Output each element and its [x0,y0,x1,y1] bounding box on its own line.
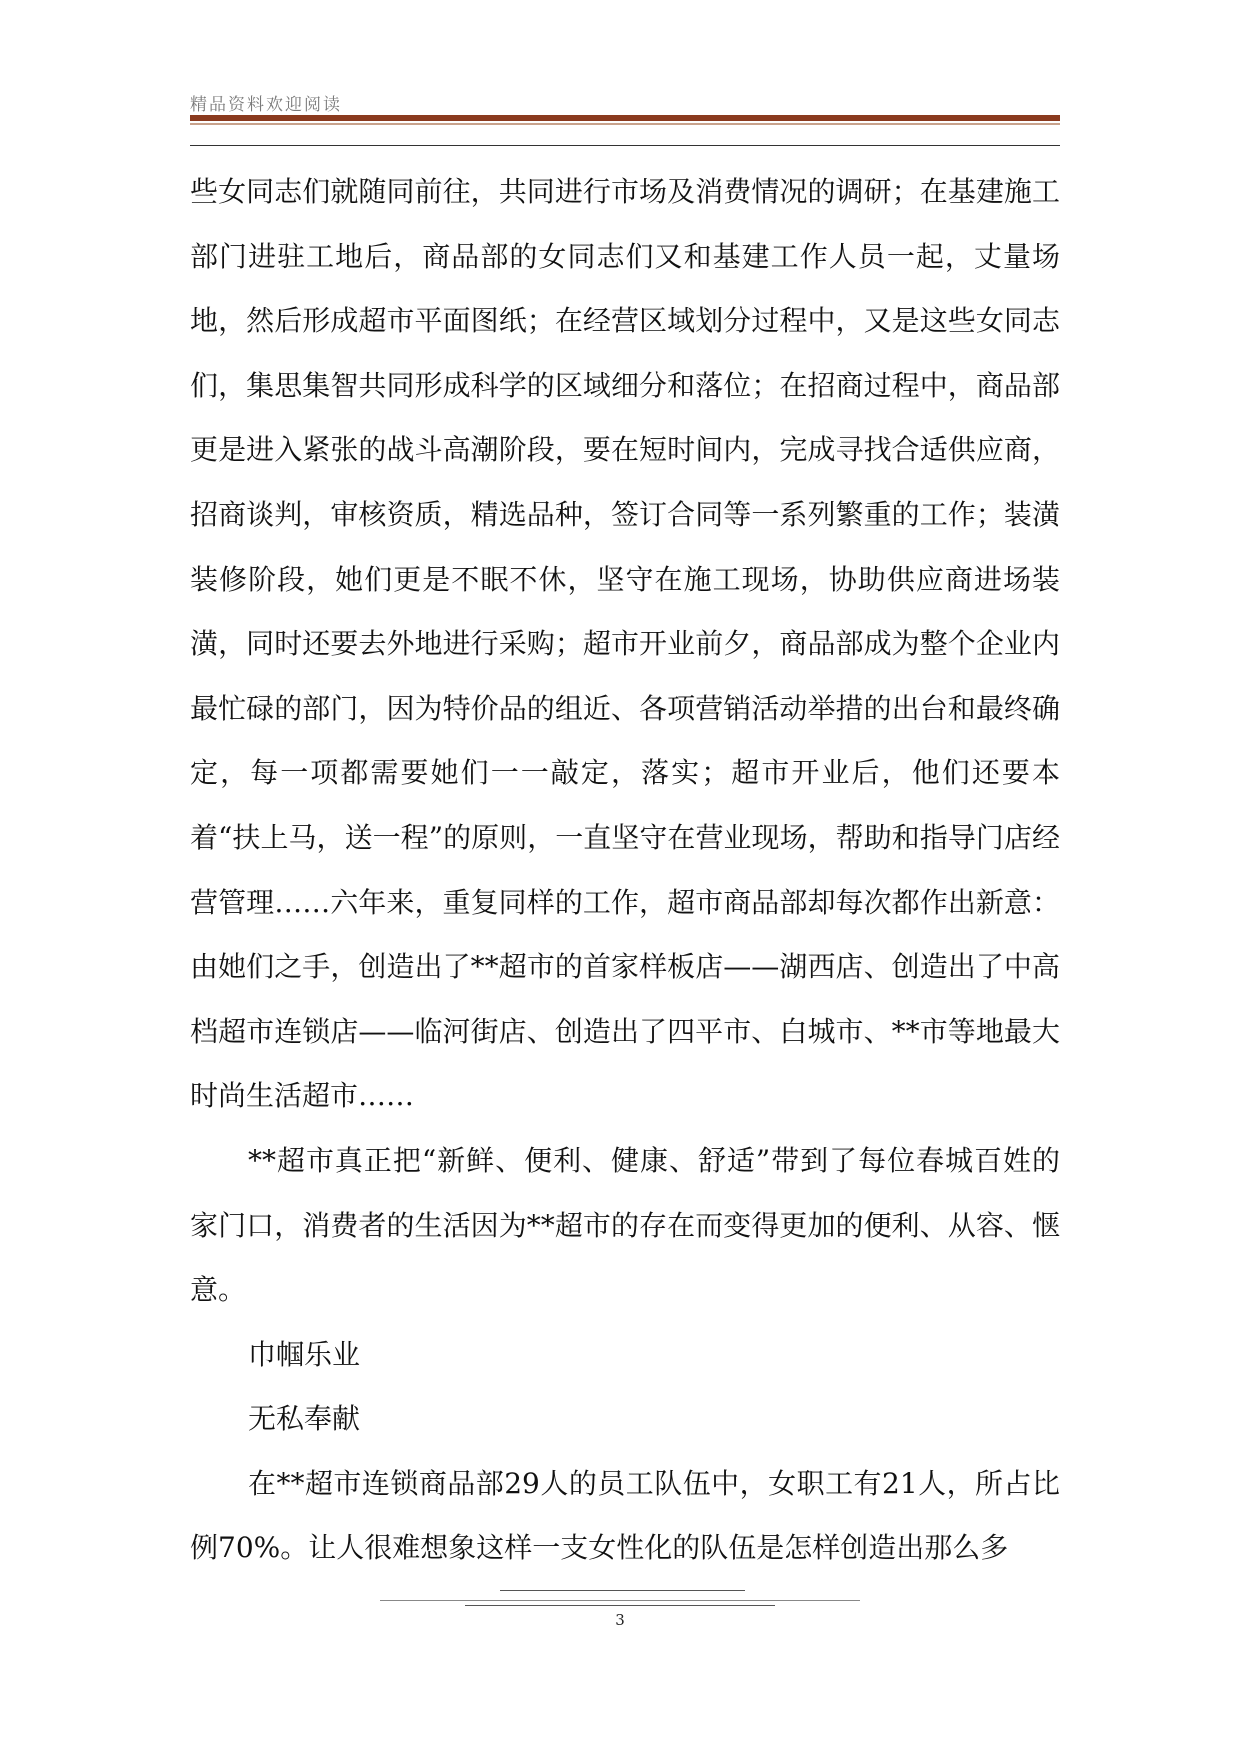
footer-rule-top [500,1590,745,1591]
header-rule-mid [190,123,1060,125]
section-heading-1: 巾帼乐业 [248,1337,361,1371]
paragraph-staff: 在**超市连锁商品部29人的员工队伍中，女职工有21人，所占比例70%。让人很难想象这样一支女性化的队伍是怎样创造出那么多 [190,1466,1060,1565]
header-rule-thin [190,145,1060,146]
footer-rule-bottom [465,1605,775,1606]
page-number: 3 [615,1611,625,1629]
header-title: 精品资料欢迎阅读 [190,95,342,115]
footer-rule-middle [380,1600,860,1601]
section-heading-2: 无私奉献 [248,1402,361,1436]
paragraph-supermarket: **超市真正把“新鲜、便利、健康、舒适”带到了每位春城百姓的家门口，消费者的生活因为**超市的存在而变得更加的便利、从容、惬意。 [190,1143,1060,1307]
document-body [190,160,1060,1581]
paragraph-continuation: 些女同志们就随同前往，共同进行市场及消费情况的调研；在基建施工部门进驻工地后，商品部的女同志们又和基建工作人员一起，丈量场地，然后形成超市平面图纸；在经营区域划分过程中，又是这些女同志们，集思集智共同形成科学的区域细分和落位；在招商过程中，商品部更是进入紧张的战斗高潮阶段，要在短时间内，完成寻找合适供应商，招商谈判，审核资质，精选品种，签订合同等一系列繁重的工作；装潢装修阶段，她们更是不眠不休，坚守在施工现场，协助供应商进场装潢，同时还要去外地进行采购；超市开业前夕，商品部成为整个企业内最忙碌的部门，因为特价品的组近、各项营销活动举措的出台和最终确定，每一项都需要她们一一敲定，落实；超市开业后，他们还要本着“扶上马，送一程”的原则，一直坚守在营业现场，帮助和指导门店经营管理……六年来，重复同样的工作，超市商品部却每次都作出新意：由她们之手，创造出了**超市的首家样板店——湖西店、创造出了中高档超市连锁店——临河街店、创造出了四平市、白城市、**市等地最大时尚生活超市…… [190,175,1060,1113]
header-rule-thick [190,115,1060,121]
